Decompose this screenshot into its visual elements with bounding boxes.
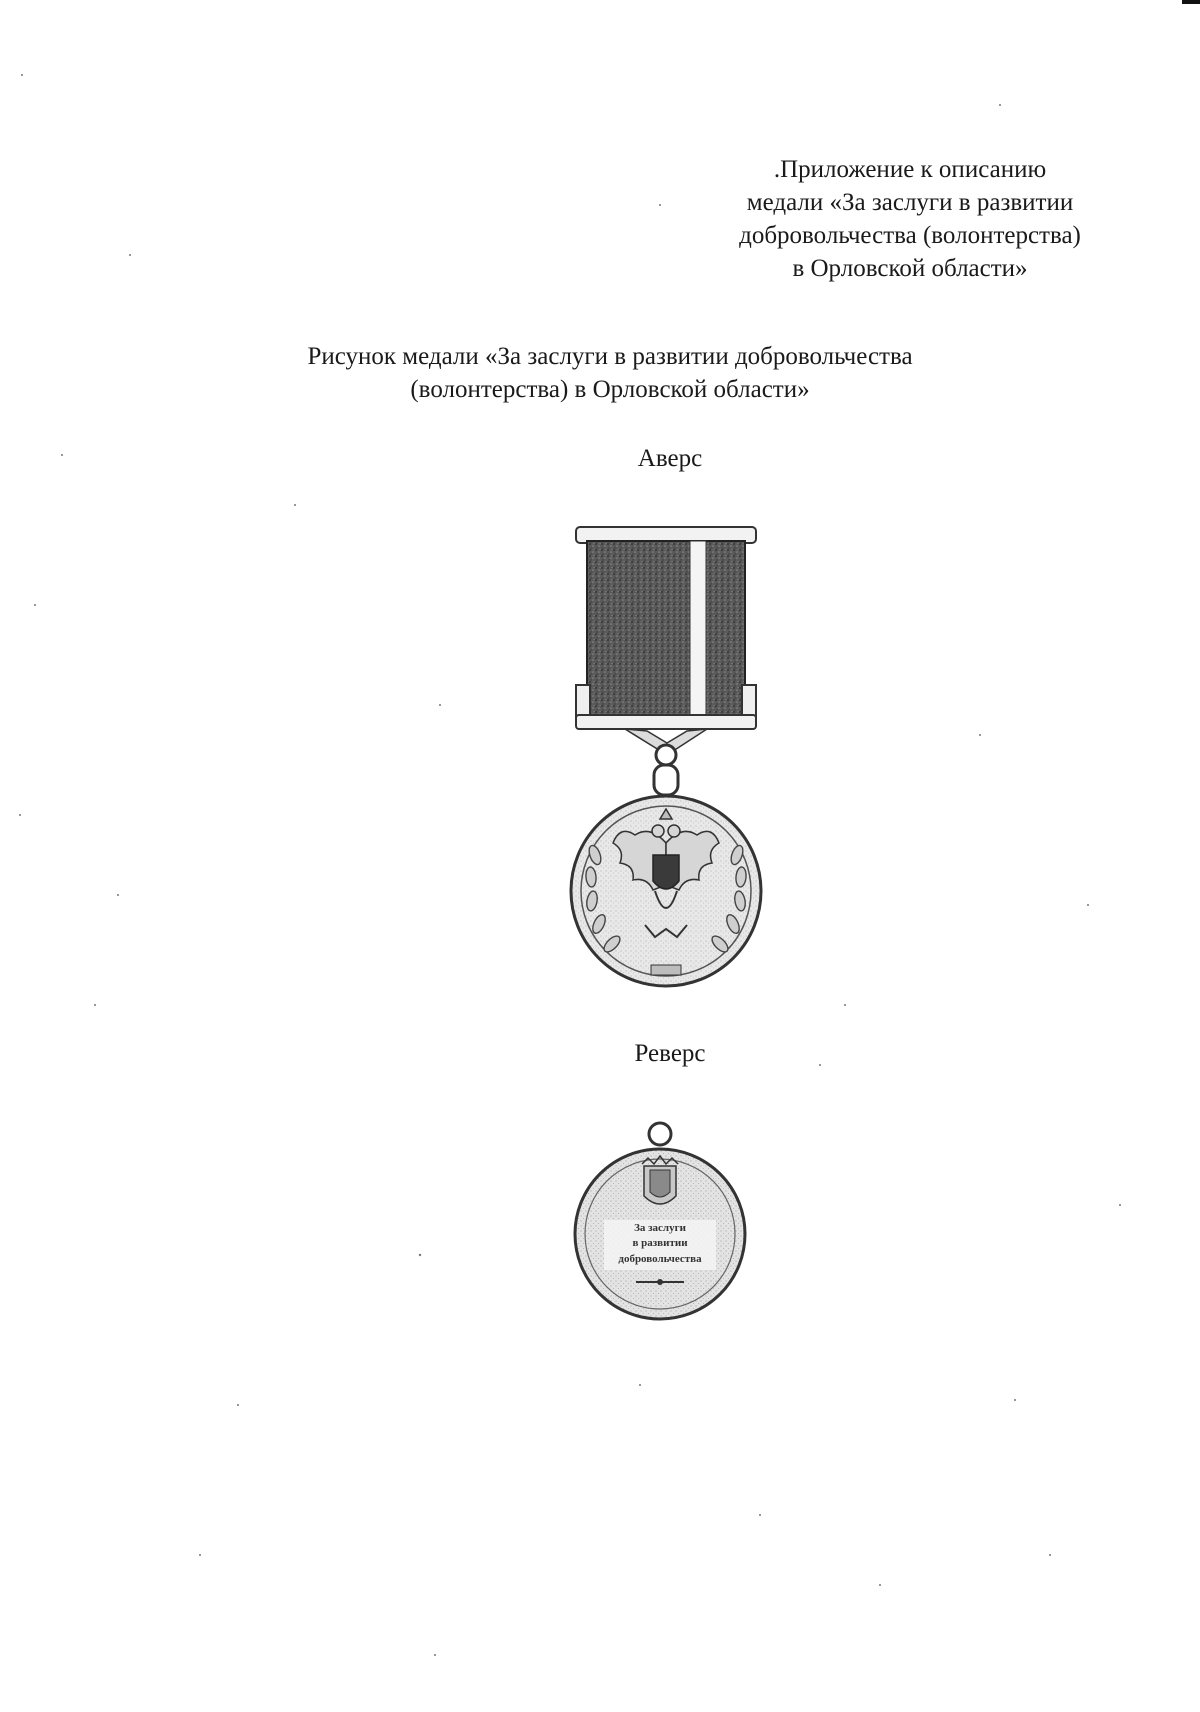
scan-corner-mark [1182, 0, 1200, 4]
revers-medal-drawing [570, 1120, 750, 1330]
drawing-title-line-1: Рисунок медали «За заслуги в развитии добровольчества [307, 343, 913, 370]
appendix-line-2: медали «За заслуги в развитии [746, 189, 1074, 216]
revers-label: Реверс [634, 1040, 706, 1067]
drawing-title [230, 340, 990, 406]
avers-medal-image [565, 525, 765, 1005]
revers-inscription-line-3: добровольчества [618, 1253, 702, 1265]
appendix-note [690, 153, 1130, 285]
appendix-line-4: в Орловской области» [792, 255, 1028, 282]
drawing-title-line-2: (волонтерства) в Орловской области» [410, 376, 810, 403]
revers-medal-image [570, 1120, 750, 1330]
avers-label: Аверс [637, 445, 703, 472]
revers-inscription-line-1: За заслуги [634, 1222, 686, 1234]
revers-inscription-line-2: в развитии [632, 1237, 688, 1249]
appendix-line-3: добровольчества (волонтерства) [739, 222, 1081, 249]
appendix-line-1: .Приложение к описанию [773, 156, 1047, 183]
avers-medal-drawing [565, 525, 765, 1005]
